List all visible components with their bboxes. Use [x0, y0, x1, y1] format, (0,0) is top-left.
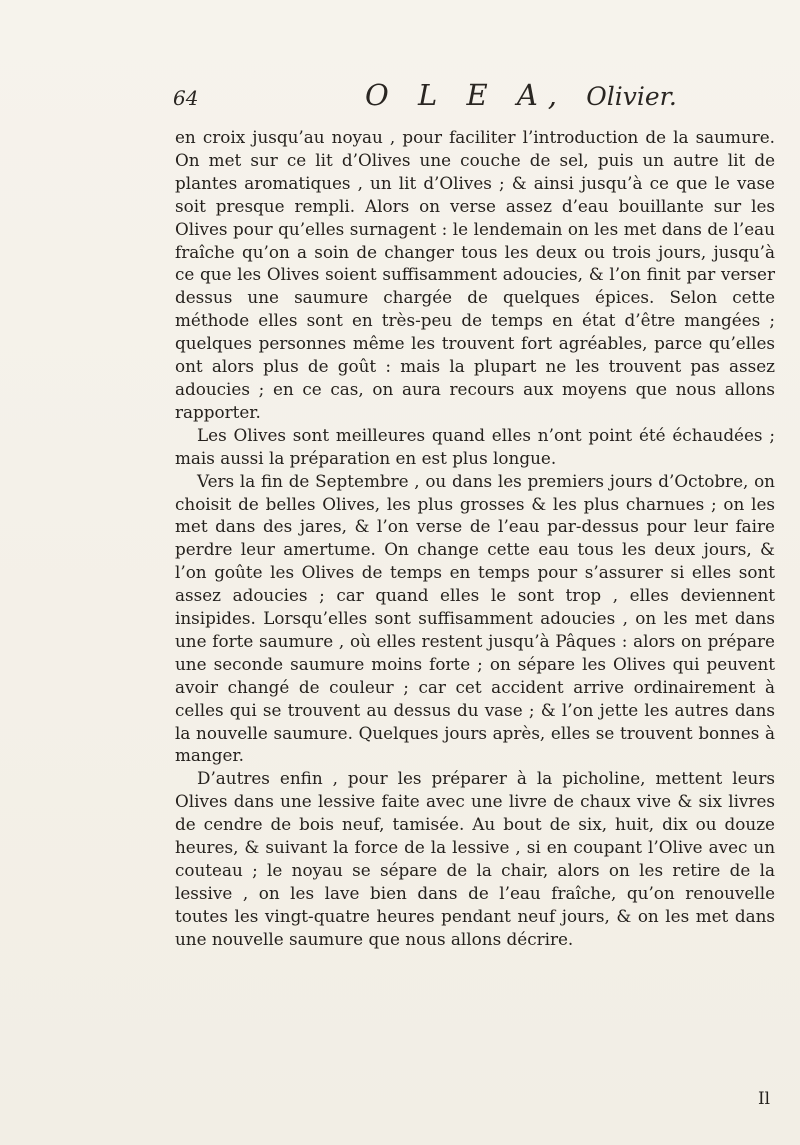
running-head [365, 78, 677, 112]
paragraph: Vers la fin de Septembre , ou dans les premiers jours d’Octobre, on choisit de belles Olives, les plus grosses & les plus charnues ; on les met dans des jares, & l’on verse de l’eau par-dessus pour leur faire perdre leur amertume. On change cette eau tous les deux jours, & l’on goûte les Olives de temps en temps pour s’assurer si elles sont assez adoucies ; car quand elles le sont trop , elles deviennent insipides. Lorsqu’elles sont suffisamment adoucies , on les met dans une forte saumure , où elles restent jusqu’à Pâques : alors on prépare une seconde saumure moins forte ; on sépare les Olives qui peuvent avoir changé de couleur ; car cet accident arrive ordinairement à celles qui se trouvent au dessus du vase ; & l’on jette les autres dans la nouvelle saumure. Quelques jours après, elles se trouvent bonnes à manger. [175, 470, 775, 766]
page-header [0, 78, 800, 118]
paragraph: Les Olives sont meilleures quand elles n’ont point été échaudées ; mais aussi la préparation en est plus longue. [175, 424, 775, 468]
body-text [175, 126, 775, 951]
paragraph: D’autres enfin , pour les préparer à la picholine, mettent leurs Olives dans une lessive faite avec une livre de chaux vive & six livres de cendre de bois neuf, tamisée. Au bout de six, huit, dix ou douze heures, & suivant la force de la lessive , si en coupant l’Olive avec un couteau ; le noyau se sépare de la chair, alors on les retire de la lessive , on les lave bien dans de l’eau fraîche, qu’on renouvelle toutes les vingt-quatre heures pendant neuf jours, & on les met dans une nouvelle saumure que nous allons décrire. [175, 768, 775, 949]
running-title: O L E A, [365, 78, 568, 112]
catchword: Il [758, 1088, 770, 1108]
paragraph-continuation: en croix jusqu’au noyau , pour faciliter l’introduction de la saumure. On met sur ce lit d’Olives une couche de sel, puis un autre lit de plantes aromatiques , un lit d’Olives ; & ainsi jusqu’à ce que le vase soit presque rempli. Alors on verse assez d’eau bouillante sur les Olives pour qu’elles surnagent : le lendemain on les met dans de l’eau fraîche qu’on a soin de changer tous les deux ou trois jours, jusqu’à ce que les Olives soient suffisamment adoucies, & l’on finit par verser dessus une saumure chargée de quelques épices. Selon cette méthode elles sont en très-peu de temps en état d’être mangées ; quelques personnes même les trouvent fort agréables, parce qu’elles ont alors plus de goût : mais la plupart ne les trouvent pas assez adoucies ; en ce cas, on aura recours aux moyens que nous allons rapporter. [175, 127, 775, 422]
page-number: 64 [173, 86, 199, 110]
running-subtitle: Olivier. [586, 82, 677, 111]
